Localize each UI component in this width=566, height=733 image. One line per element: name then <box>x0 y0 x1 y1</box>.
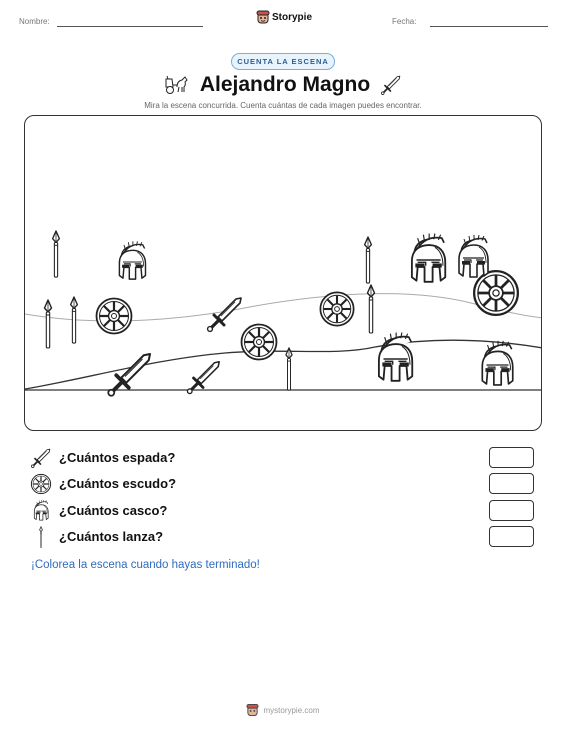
counting-scene <box>24 115 542 431</box>
scene-sword <box>208 298 241 331</box>
scene-helmet <box>379 333 412 381</box>
storypie-logo <box>256 10 312 24</box>
question-text: ¿Cuántos espada? <box>59 450 176 465</box>
title-sword-icon <box>380 74 402 96</box>
date-label: Fecha: <box>392 17 417 26</box>
spear-icon <box>30 526 52 548</box>
page-footer <box>0 703 566 717</box>
answer-box-helmet[interactable] <box>489 500 534 521</box>
scene-spear <box>53 231 60 277</box>
answer-box-spear[interactable] <box>489 526 534 547</box>
sword-icon <box>30 447 52 469</box>
question-text: ¿Cuántos casco? <box>59 503 168 518</box>
coloring-instruction: ¡Colorea la escena cuando hayas terminado! <box>31 559 260 571</box>
question-spear <box>30 526 536 548</box>
chariot-icon <box>164 75 190 95</box>
helmet-icon <box>30 500 52 522</box>
scene-sword <box>187 362 219 394</box>
storypie-mascot-icon <box>256 10 270 24</box>
worksheet-badge: CUENTA LA ESCENA <box>231 53 335 70</box>
scene-shield <box>97 299 132 334</box>
question-text: ¿Cuántos lanza? <box>59 529 164 544</box>
scene-shield <box>320 292 353 325</box>
scene-spear <box>368 285 375 333</box>
title-row <box>0 73 566 97</box>
scene-spear <box>45 300 52 348</box>
question-shield <box>30 473 536 495</box>
question-text: ¿Cuántos escudo? <box>59 476 177 491</box>
question-sword <box>30 447 536 469</box>
scene-spear <box>365 237 372 283</box>
date-field[interactable] <box>430 26 548 27</box>
scene-canvas <box>25 116 542 431</box>
name-field[interactable] <box>57 26 203 27</box>
scene-shield <box>242 325 277 360</box>
scene-helmet <box>482 341 512 385</box>
answer-box-shield[interactable] <box>489 473 534 494</box>
page-title: Alejandro Magno <box>199 73 371 96</box>
question-helmet <box>30 500 536 522</box>
storypie-mascot-icon <box>246 703 259 717</box>
scene-spear <box>286 348 292 390</box>
shield-icon <box>30 473 52 495</box>
name-label: Nombre: <box>19 17 50 26</box>
scene-helmet <box>459 235 488 277</box>
scene-helmet <box>119 241 145 279</box>
logo-text: Storypie <box>272 11 313 23</box>
scene-helmet <box>412 234 445 282</box>
instructions: Mira la escena concurrida. Cuenta cuántas de cada imagen puedes encontrar. <box>144 101 422 110</box>
footer-url: mystorypie.com <box>263 705 320 715</box>
scene-shield <box>474 271 518 315</box>
page-header <box>0 10 566 34</box>
answer-box-sword[interactable] <box>489 447 534 468</box>
